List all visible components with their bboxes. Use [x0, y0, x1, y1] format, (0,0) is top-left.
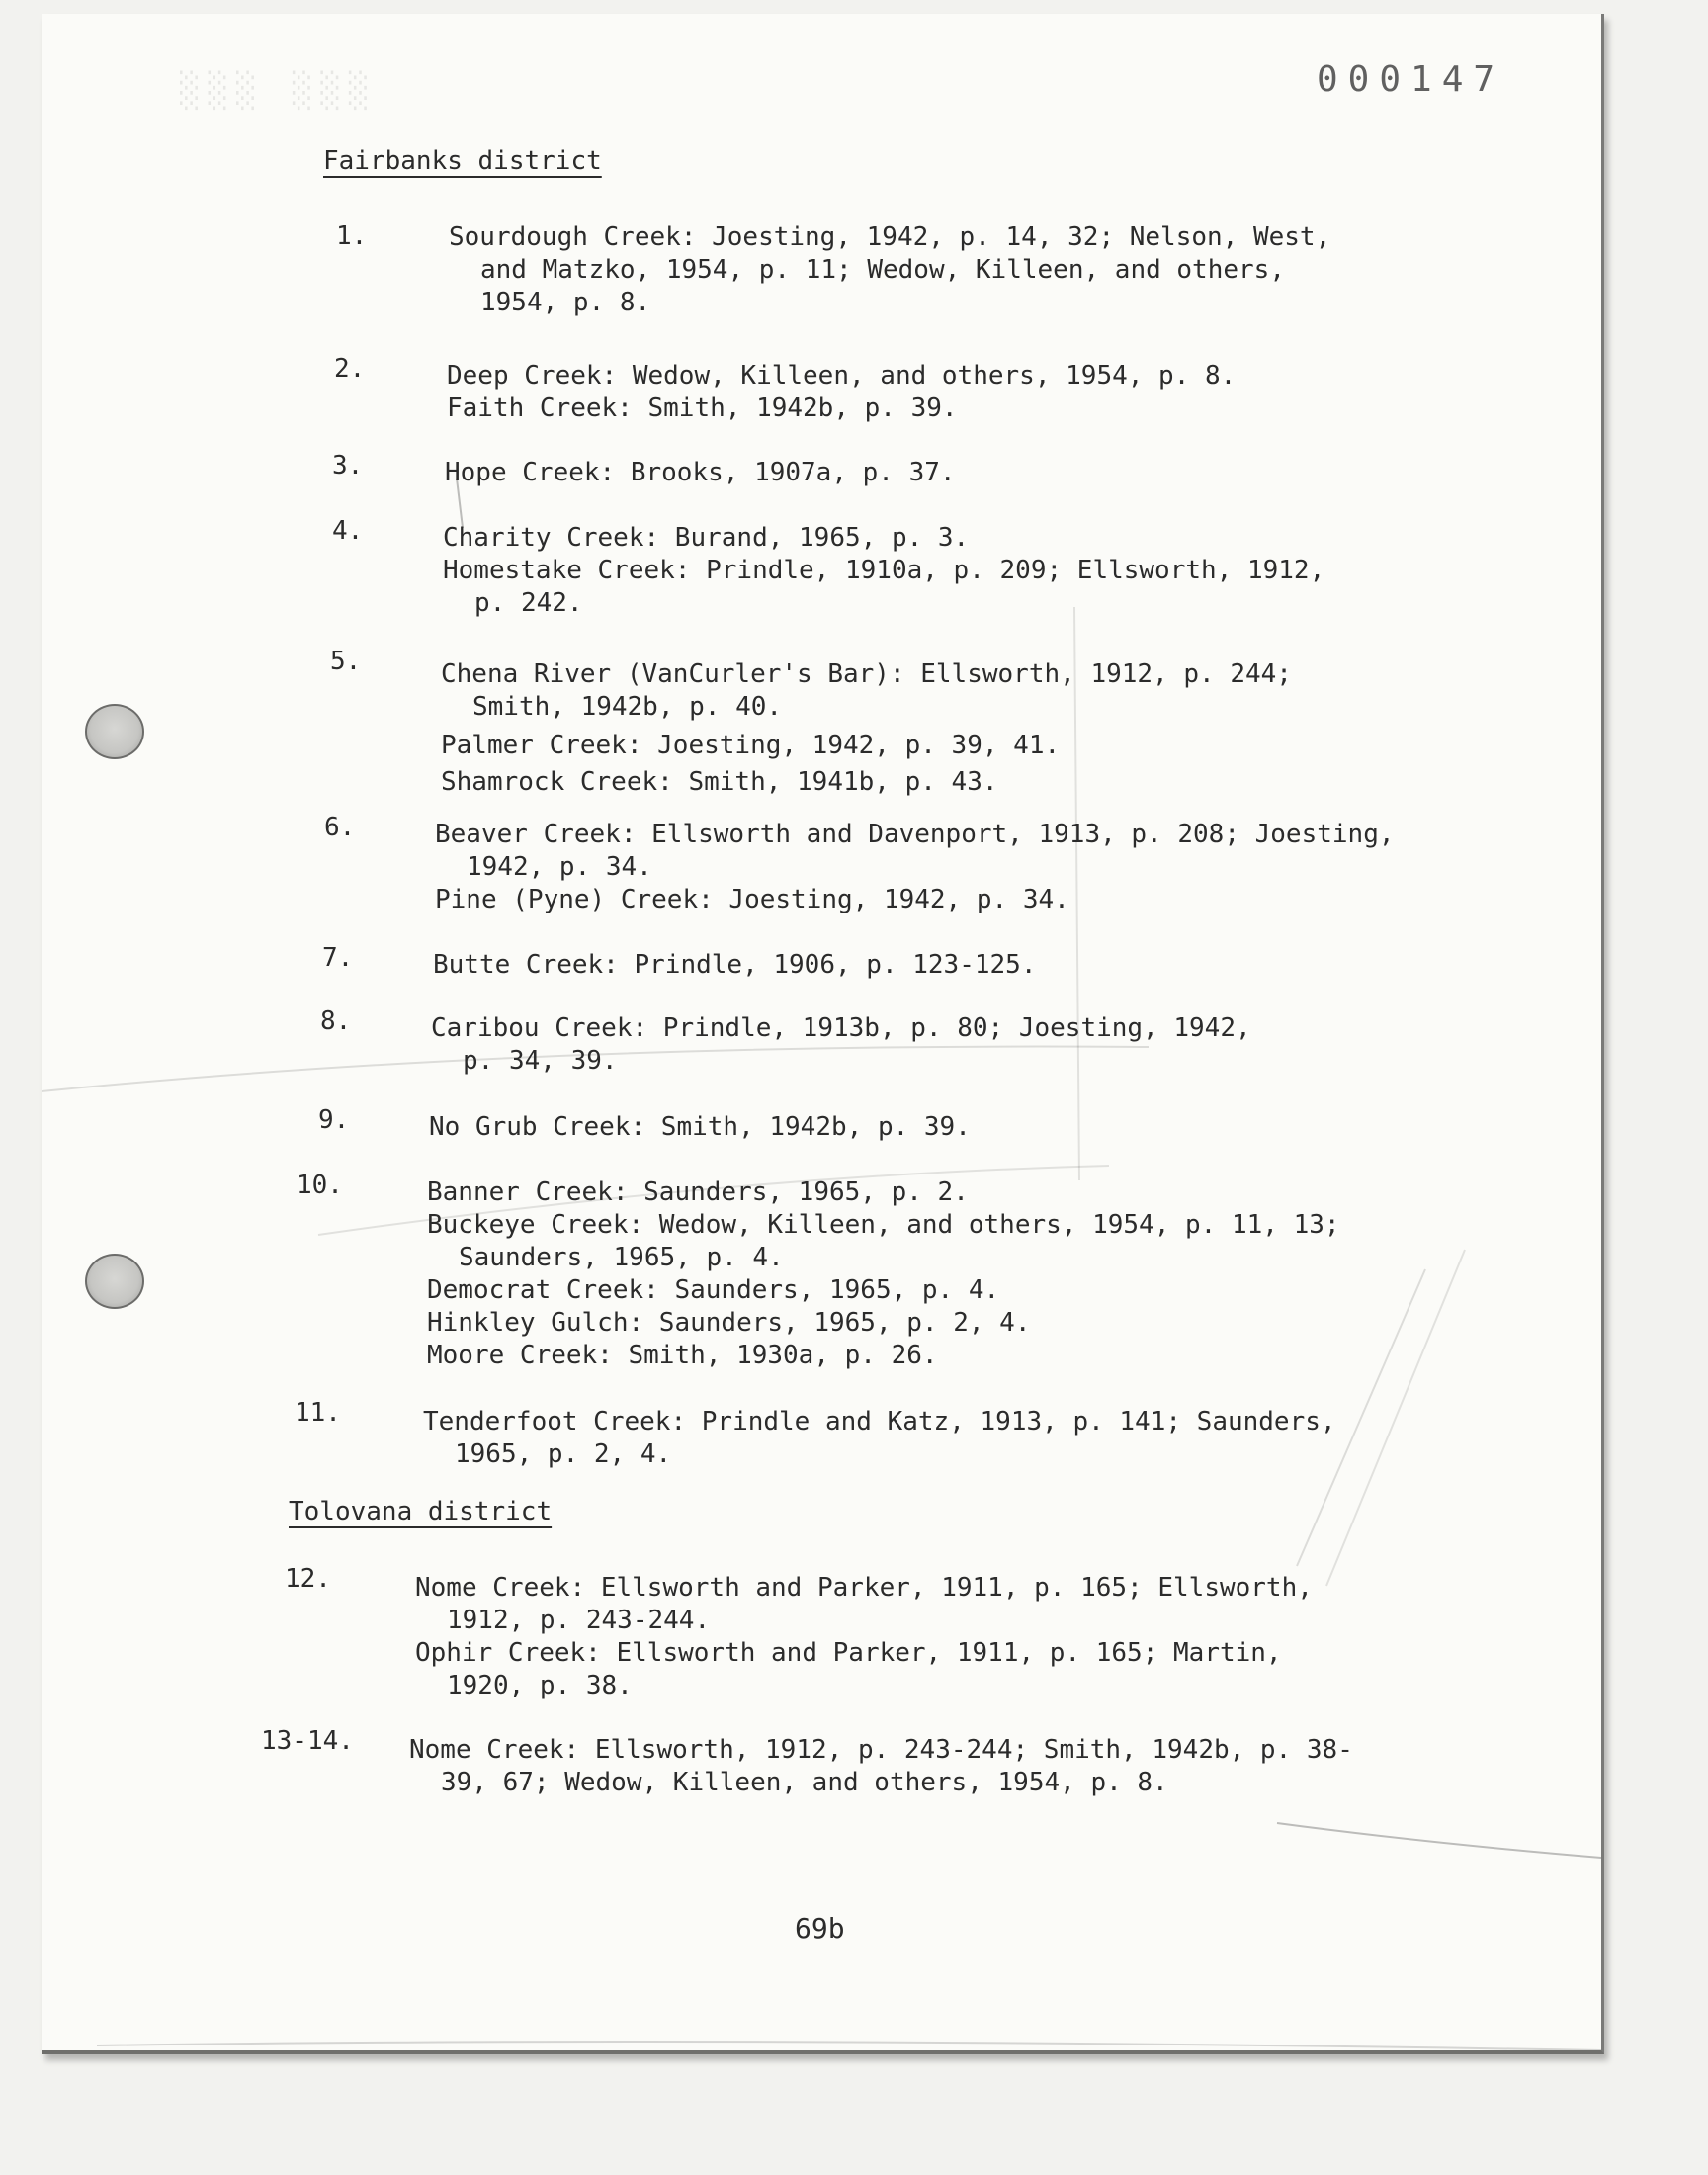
- entry-text: [447, 360, 1236, 425]
- entry-line: Chena River (VanCurler's Bar): Ellsworth, 1912, p. 244;: [441, 659, 1292, 689]
- entry-text: [423, 1406, 1336, 1471]
- document-number: 000147: [1317, 59, 1505, 100]
- entry-text: [441, 658, 1292, 799]
- entry-line: No Grub Creek: Smith, 1942b, p. 39.: [429, 1112, 971, 1142]
- entry-number: 2.: [334, 354, 366, 384]
- section-heading: Fairbanks district: [323, 146, 602, 176]
- entry-line: Butte Creek: Prindle, 1906, p. 123-125.: [433, 950, 1037, 980]
- entry-text: [433, 949, 1036, 982]
- entry-number: 10.: [297, 1171, 343, 1200]
- entry-text: [449, 221, 1330, 319]
- entry-line: Hope Creek: Brooks, 1907a, p. 37.: [445, 458, 956, 487]
- entry-line: Buckeye Creek: Wedow, Killeen, and others, 1954, p. 11, 13;: [427, 1210, 1340, 1240]
- entry-line: Deep Creek: Wedow, Killeen, and others, 1954, p. 8.: [447, 361, 1237, 391]
- entry-line: 1942, p. 34.: [467, 852, 652, 882]
- entry-line: 1965, p. 2, 4.: [455, 1439, 672, 1469]
- entry-line: Charity Creek: Burand, 1965, p. 3.: [443, 523, 970, 553]
- entry-number: 7.: [322, 943, 354, 973]
- entry-number: 11.: [295, 1398, 341, 1428]
- entry-text: [435, 819, 1395, 916]
- entry-line: 1954, p. 8.: [480, 288, 651, 317]
- entry-line: and Matzko, 1954, p. 11; Wedow, Killeen, and others,: [480, 255, 1285, 285]
- entry-line: Banner Creek: Saunders, 1965, p. 2.: [427, 1177, 969, 1207]
- entry-text: [429, 1111, 971, 1144]
- entry-line: Democrat Creek: Saunders, 1965, p. 4.: [427, 1275, 1000, 1305]
- entry-number: 4.: [332, 516, 364, 546]
- entry-line: Palmer Creek: Joesting, 1942, p. 39, 41.: [441, 731, 1061, 760]
- punch-hole: [85, 704, 144, 759]
- entry-line: 39, 67; Wedow, Killeen, and others, 1954, p. 8.: [441, 1768, 1168, 1797]
- entry-line: Saunders, 1965, p. 4.: [459, 1243, 784, 1272]
- entry-line: Homestake Creek: Prindle, 1910a, p. 209; Ellsworth, 1912,: [443, 556, 1325, 585]
- entry-number: 13-14.: [261, 1726, 354, 1756]
- punch-hole: [85, 1254, 144, 1309]
- entry-line: Ophir Creek: Ellsworth and Parker, 1911, p. 165; Martin,: [415, 1638, 1282, 1668]
- entry-number: 3.: [332, 451, 364, 480]
- entry-line: Pine (Pyne) Creek: Joesting, 1942, p. 34.: [435, 885, 1069, 914]
- entry-text: [427, 1176, 1340, 1372]
- entry-text: [431, 1012, 1251, 1078]
- entry-line: Sourdough Creek: Joesting, 1942, p. 14, 32; Nelson, West,: [449, 222, 1331, 252]
- entry-number: 12.: [285, 1564, 331, 1594]
- entry-line: Moore Creek: Smith, 1930a, p. 26.: [427, 1341, 938, 1370]
- section-heading: Tolovana district: [289, 1497, 553, 1526]
- entry-line: Caribou Creek: Prindle, 1913b, p. 80; Joesting, 1942,: [431, 1013, 1251, 1043]
- entry-number: 6.: [324, 813, 356, 842]
- entry-number: 5.: [330, 647, 362, 676]
- entry-line: Beaver Creek: Ellsworth and Davenport, 1913, p. 208; Joesting,: [435, 820, 1395, 849]
- entry-text: [445, 457, 956, 489]
- document-page: [42, 14, 1604, 2054]
- faint-stamp-mark: ░░░ ░░░: [180, 71, 378, 111]
- entry-line: Tenderfoot Creek: Prindle and Katz, 1913, p. 141; Saunders,: [423, 1407, 1336, 1436]
- entry-number: 9.: [318, 1105, 350, 1135]
- page-number: 69b: [795, 1912, 845, 1945]
- entry-line: p. 34, 39.: [463, 1046, 618, 1076]
- entry-line: Nome Creek: Ellsworth and Parker, 1911, p. 165; Ellsworth,: [415, 1573, 1313, 1603]
- entry-number: 8.: [320, 1006, 352, 1036]
- entry-line: 1912, p. 243-244.: [447, 1606, 711, 1635]
- entry-text: [415, 1572, 1313, 1702]
- entry-line: Shamrock Creek: Smith, 1941b, p. 43.: [441, 767, 998, 797]
- entry-text: [409, 1734, 1353, 1799]
- entry-line: Smith, 1942b, p. 40.: [472, 692, 783, 722]
- entry-line: Hinkley Gulch: Saunders, 1965, p. 2, 4.: [427, 1308, 1031, 1338]
- entry-line: 1920, p. 38.: [447, 1671, 633, 1700]
- entry-number: 1.: [336, 221, 368, 251]
- entry-line: p. 242.: [474, 588, 583, 618]
- entry-line: Faith Creek: Smith, 1942b, p. 39.: [447, 393, 958, 423]
- entry-line: Nome Creek: Ellsworth, 1912, p. 243-244; Smith, 1942b, p. 38-: [409, 1735, 1353, 1765]
- entry-text: [443, 522, 1324, 620]
